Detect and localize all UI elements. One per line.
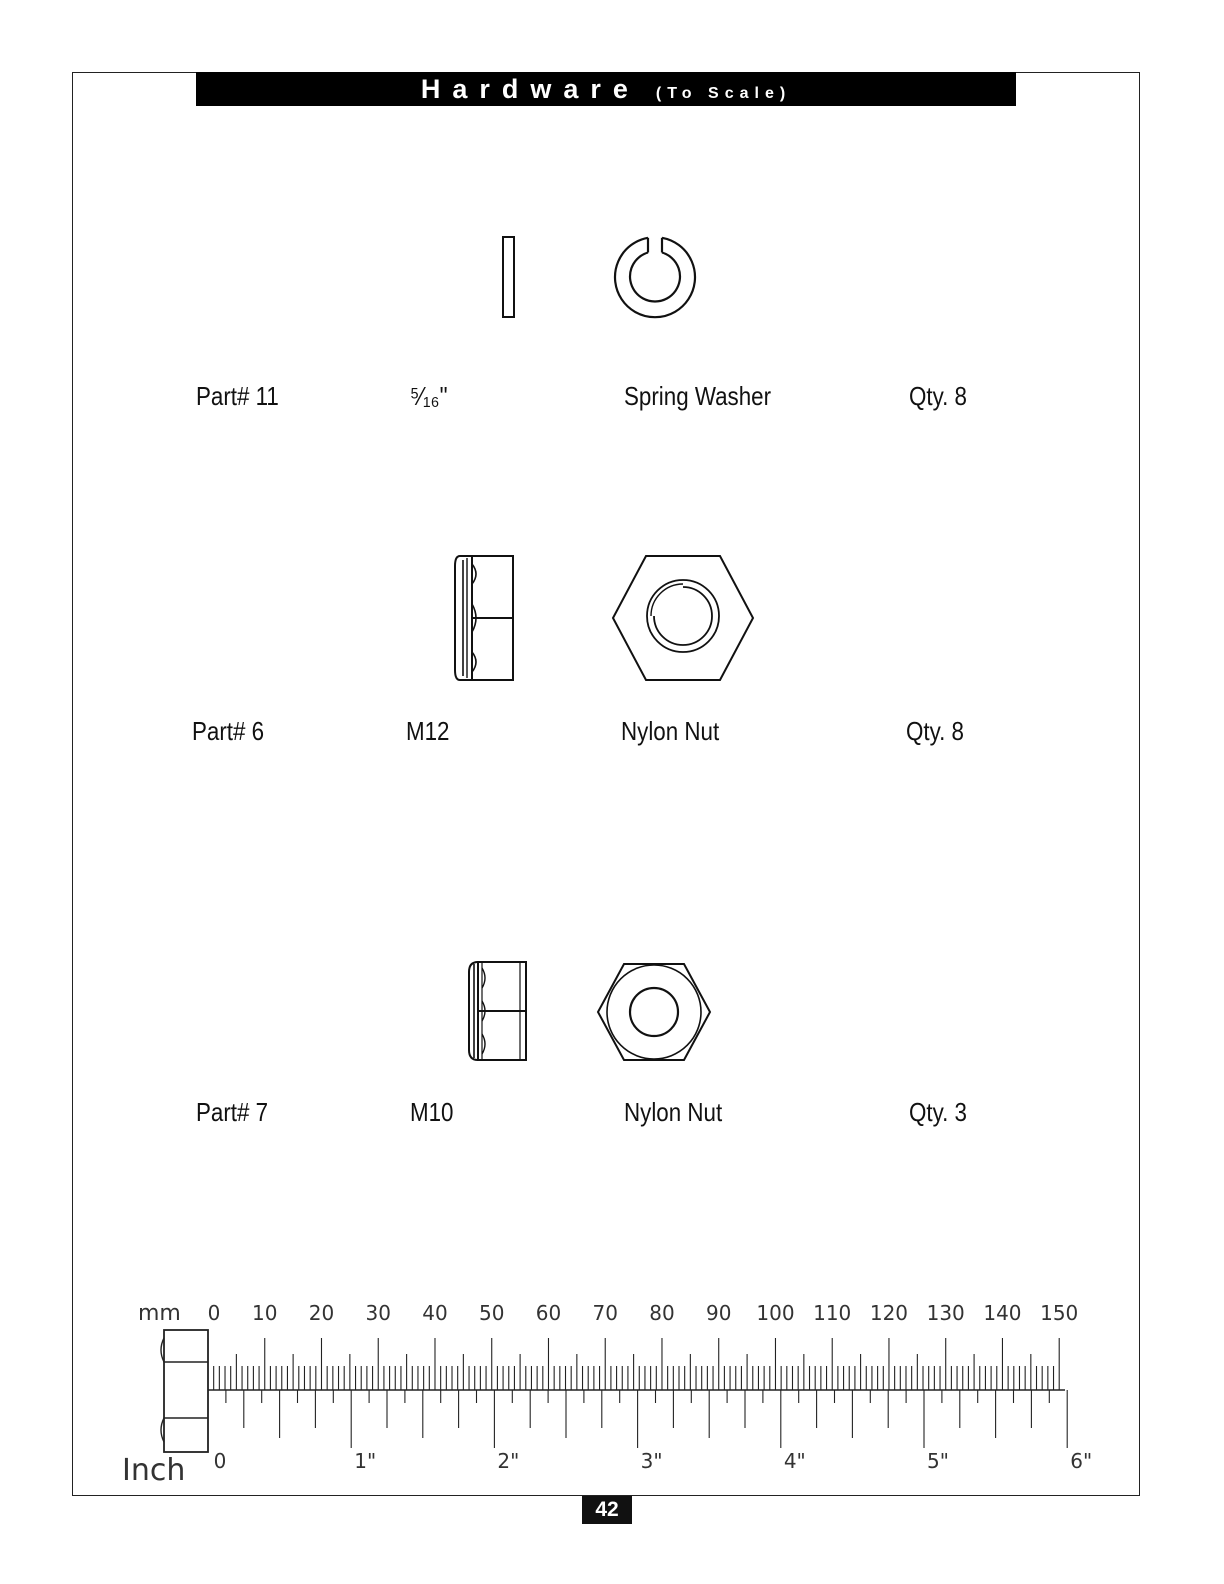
inch-tick-label: 0 — [213, 1449, 227, 1473]
bolt-head-icon — [161, 1330, 208, 1452]
part-number-label: Part# 6 — [192, 716, 265, 746]
inch-tick-label: 3" — [640, 1449, 663, 1473]
inch-tick-label: 2" — [497, 1449, 520, 1473]
mm-tick-label: 140 — [983, 1301, 1022, 1325]
part-qty-label: Qty. 8 — [906, 716, 964, 746]
nylon-nut-m12-side-icon — [450, 552, 520, 684]
spring-washer-side-icon — [496, 232, 522, 322]
mm-tick-label: 30 — [365, 1301, 391, 1325]
header-bar — [196, 72, 1016, 106]
mm-tick-label: 80 — [649, 1301, 675, 1325]
part-name-label: Spring Washer — [624, 381, 772, 411]
part-number-label: Part# 11 — [196, 381, 279, 411]
page-frame — [72, 72, 1140, 1496]
inch-unit-label: Inch — [122, 1453, 186, 1488]
mm-tick-label: 20 — [308, 1301, 335, 1325]
measuring-ruler — [110, 1290, 1110, 1490]
mm-tick-label: 10 — [252, 1301, 278, 1325]
mm-tick-label: 70 — [592, 1301, 618, 1325]
mm-unit-label: mm — [138, 1301, 181, 1326]
spring-washer-front-icon — [610, 232, 700, 322]
mm-tick-label: 120 — [869, 1301, 909, 1325]
part-qty-label: Qty. 3 — [909, 1097, 967, 1127]
header-title: Hardware — [420, 74, 640, 104]
nylon-nut-m10-side-icon — [464, 958, 534, 1066]
mm-tick-label: 60 — [535, 1301, 562, 1325]
mm-tick-label: 90 — [705, 1301, 732, 1325]
mm-tick-label: 40 — [422, 1301, 448, 1325]
inch-tick-label: 1" — [354, 1449, 377, 1473]
inch-tick-label: 6" — [1070, 1449, 1093, 1473]
mm-tick-label: 100 — [756, 1301, 795, 1325]
mm-tick-label: 0 — [207, 1301, 221, 1325]
part-qty-label: Qty. 8 — [909, 381, 967, 411]
nylon-nut-m12-front-icon — [608, 552, 758, 684]
inch-tick-label: 4" — [783, 1449, 806, 1473]
page-number: 42 — [582, 1496, 632, 1524]
nylon-nut-m10-front-icon — [594, 958, 714, 1066]
mm-tick-label: 130 — [926, 1301, 965, 1325]
part-name-label: Nylon Nut — [621, 716, 720, 746]
part-size-label: M10 — [410, 1097, 454, 1127]
mm-tick-label: 110 — [813, 1301, 852, 1325]
part-size-label: ⁵⁄₁₆" — [410, 381, 448, 411]
mm-tick-label: 50 — [479, 1301, 505, 1325]
header-subtitle: (To Scale) — [655, 85, 792, 102]
mm-tick-label: 150 — [1040, 1301, 1079, 1325]
inch-tick-label: 5" — [927, 1449, 949, 1473]
part-number-label: Part# 7 — [196, 1097, 269, 1127]
part-name-label: Nylon Nut — [624, 1097, 723, 1127]
part-size-label: M12 — [406, 716, 450, 746]
